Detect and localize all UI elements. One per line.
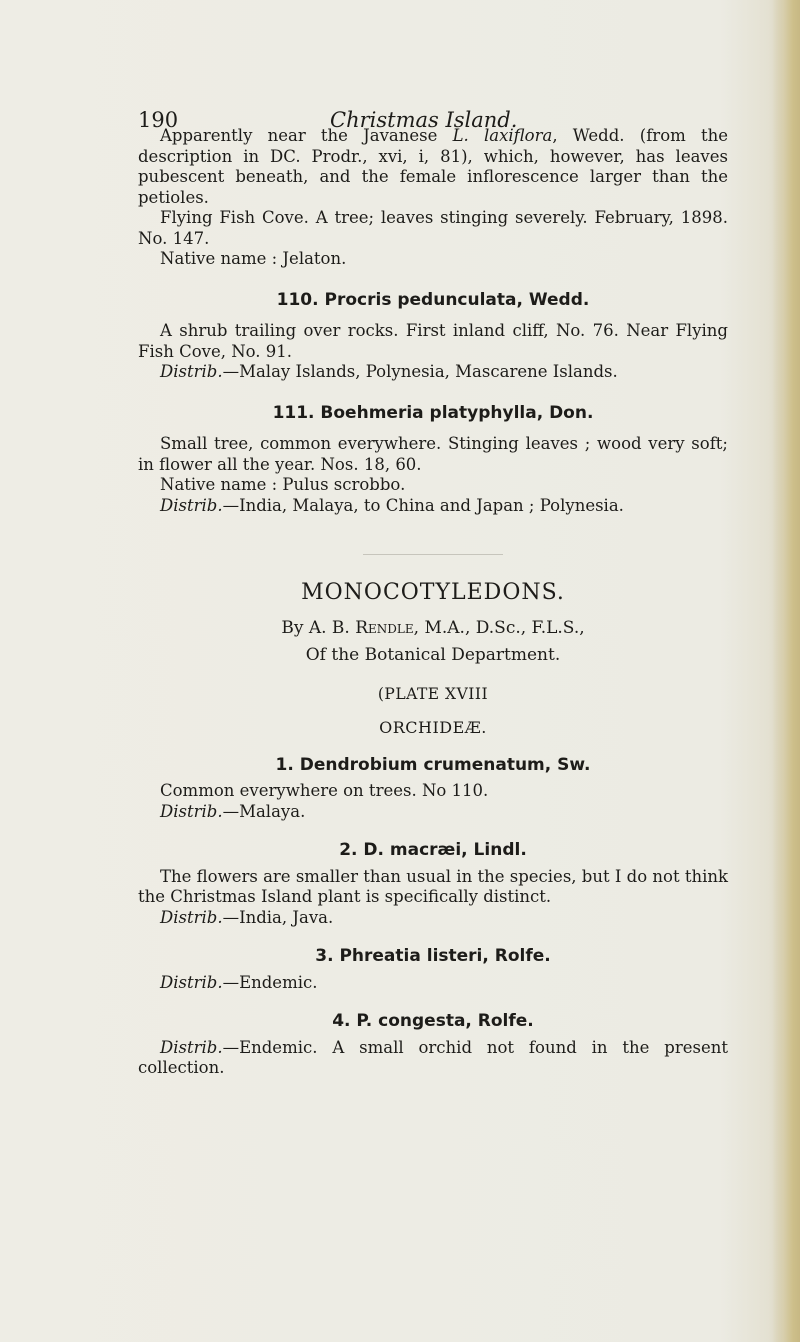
author-byline	[138, 618, 728, 639]
page-edge	[772, 0, 800, 1342]
orchid-3-heading: 3. Phreatia listeri, Rolfe.	[315, 946, 551, 966]
distrib-label: Distrib.	[160, 907, 223, 927]
entry-110-distribution	[138, 362, 728, 383]
page-number: 190	[138, 108, 179, 132]
orchid-2-distribution	[138, 908, 728, 929]
distrib-label: Distrib.	[160, 801, 223, 821]
distrib-text: —India, Malaya, to China and Japan ; Polynesia.	[222, 495, 624, 515]
entry-111-description: Small tree, common everywhere. Stinging leaves ; wood very soft; in flower all the year. Nos. 18, 60.	[138, 434, 728, 474]
intro-taxon: L. laxiflora	[452, 126, 553, 145]
distrib-label: Distrib.	[160, 1037, 223, 1057]
distrib-label: Distrib.	[160, 362, 223, 381]
family-name: ORCHIDEÆ.	[379, 718, 487, 737]
orchid-1-text: Common everywhere on trees. No 110.	[160, 781, 489, 800]
orchid-4-distribution	[138, 1038, 728, 1079]
author-affiliation: Of the Botanical Department.	[305, 645, 561, 665]
intro-locality: Flying Fish Cove. A tree; leaves stinging severely. February, 1898. No. 147.	[138, 208, 728, 248]
byline-author: Rendle	[355, 617, 414, 638]
section-title: MONOCOTYLEDONS.	[301, 580, 565, 605]
intro-paragraph	[138, 126, 728, 208]
orchid-2-text: The flowers are smaller than usual in the species, but I do not think the Christmas Island plant is specifically distinct.	[138, 866, 728, 906]
intro-text-before: Apparently near the Javanese	[160, 126, 453, 145]
byline-prefix: By A. B.	[281, 617, 356, 638]
distrib-text: —Malaya.	[222, 801, 306, 821]
distrib-text: —Malay Islands, Polynesia, Mascarene Islands.	[222, 362, 618, 381]
entry-110-locality: A shrub trailing over rocks. First inland cliff, No. 76. Near Flying Fish Cove, No. 91.	[138, 321, 728, 361]
distrib-text: —India, Java.	[222, 907, 334, 927]
orchid-2-heading: 2. D. macræi, Lindl.	[339, 840, 527, 860]
orchid-1-heading: 1. Dendrobium crumenatum, Sw.	[275, 754, 591, 775]
section-divider	[363, 554, 503, 555]
distrib-text: —Endemic. A small orchid not found in the present collection.	[138, 1037, 728, 1077]
orchid-4-heading: 4. P. congesta, Rolfe.	[332, 1011, 534, 1031]
distrib-label: Distrib.	[160, 972, 223, 992]
intro-text-after: , Wedd. (from the description in DC. Prodr., xvi, i, 81), which, however, has leaves pubescent beneath, and the female inflorescence larger than the petioles.	[138, 126, 728, 207]
distrib-text: —Endemic.	[222, 972, 318, 992]
plate-reference: (PLATE XVIII	[377, 684, 489, 703]
entry-111-heading: 111. Boehmeria platyphylla, Don.	[272, 402, 594, 423]
distrib-label: Distrib.	[160, 495, 223, 515]
byline-suffix: , M.A., D.Sc., F.L.S.,	[413, 617, 585, 638]
intro-native-name: Native name : Jelaton.	[160, 249, 347, 268]
running-title: Christmas Island.	[330, 108, 518, 132]
page-body	[138, 126, 728, 1079]
orchid-1-distribution	[138, 802, 728, 823]
entry-111-native-name: Native name : Pulus scrobbo.	[160, 475, 406, 494]
orchid-3-distribution	[138, 973, 728, 994]
entry-111-distribution	[138, 496, 728, 517]
entry-110-heading: 110. Procris pedunculata, Wedd.	[276, 289, 590, 310]
